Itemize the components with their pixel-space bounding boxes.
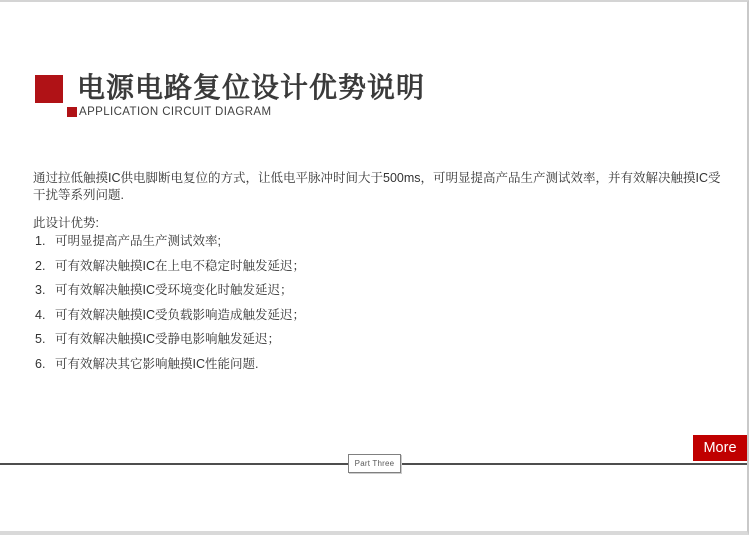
list-item xyxy=(35,284,635,297)
list-item-number: 1. xyxy=(35,234,46,248)
page-title: 电源电路复位设计优势说明 xyxy=(77,72,426,103)
list-item-number: 3. xyxy=(35,283,46,297)
page-subtitle: APPLICATION CIRCUIT DIAGRAM xyxy=(79,106,272,118)
list-item xyxy=(35,333,635,346)
title-bullet-square-icon xyxy=(35,75,63,103)
list-item-text: 可有效解决触摸IC受静电影响触发延迟； xyxy=(55,332,281,346)
subtitle-row xyxy=(67,106,271,118)
more-button-label: More xyxy=(703,440,737,456)
list-item xyxy=(35,309,635,322)
list-item-number: 5. xyxy=(35,332,46,346)
list-item-text: 可有效解决触摸IC在上电不稳定时触发延迟； xyxy=(55,258,306,273)
subtitle-bullet-square-icon xyxy=(67,107,77,117)
list-item xyxy=(35,358,635,371)
advantages-heading: 此设计优势: xyxy=(33,216,99,230)
list-item xyxy=(35,235,635,248)
part-label: Part Three xyxy=(354,459,395,468)
list-item-text: 可有效解决触摸IC受负载影响造成触发延迟； xyxy=(55,307,306,322)
list-item-text: 可有效解决触摸IC受环境变化时触发延迟； xyxy=(55,283,293,297)
list-item-number: 2. xyxy=(35,258,46,273)
list-item-text: 可有效解决其它影响触摸IC性能问题. xyxy=(55,356,259,371)
advantages-list xyxy=(35,235,635,382)
intro-paragraph: 通过拉低触摸IC供电脚断电复位的方式，让低电平脉冲时间大于500ms，可明显提高产品生产测试效率，并有效解决触摸IC受干扰等系列问题. xyxy=(33,171,721,202)
list-item-number: 4. xyxy=(35,307,46,322)
list-item xyxy=(35,260,635,273)
list-item-number: 6. xyxy=(35,356,46,371)
list-item-text: 可明显提高产品生产测试效率; xyxy=(55,234,221,248)
more-button[interactable] xyxy=(693,435,747,461)
part-label-box xyxy=(348,454,401,473)
